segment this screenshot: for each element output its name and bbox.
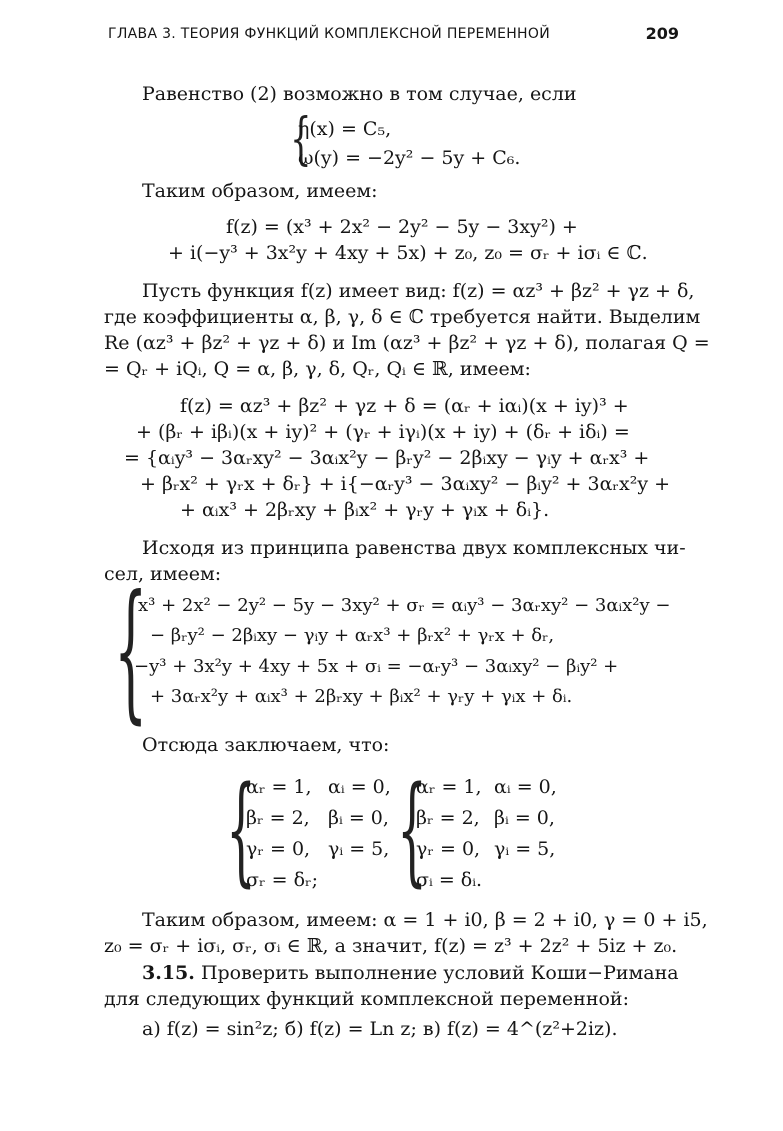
formula-line: f(z) = (x³ + 2x² − 2y² − 5y − 3xy²) + <box>226 216 578 238</box>
formula-line: f(z) = αz³ + βz² + γz + δ = (αᵣ + iαᵢ)(x + iy)³ + <box>180 395 629 417</box>
paragraph-line: а) f(z) = sin²z; б) f(z) = Ln z; в) f(z) = 4^(z²+2iz). <box>142 1018 618 1040</box>
left-brace: { <box>114 564 148 738</box>
equation-line: + 3αᵣx²y + αᵢx³ + 2βᵣxy + βᵢx² + γᵣy + γᵢx + δᵢ. <box>150 686 573 707</box>
equation-line: −y³ + 3x²y + 4xy + 5x + σᵢ = −αᵣy³ − 3αᵢxy² − βᵢy² + <box>134 656 619 677</box>
paragraph-line: сел, имеем: <box>104 563 222 585</box>
problem-number: 3.15. <box>142 962 195 984</box>
formula-line: + (βᵣ + iβᵢ)(x + iy)² + (γᵣ + iγᵢ)(x + iy) + (δᵣ + iδᵢ) = <box>136 421 630 443</box>
left-brace: { <box>397 760 428 898</box>
equation-line: x³ + 2x² − 2y² − 5y − 3xy² + σᵣ = αᵢy³ − 3αᵣxy² − 3αᵢx²y − <box>138 595 671 616</box>
equation-cell: σᵢ = δᵢ. <box>416 869 483 891</box>
equation-cell: γᵢ = 5, <box>494 838 556 860</box>
paragraph-line: Таким образом, имеем: α = 1 + i0, β = 2 + i0, γ = 0 + i5, <box>142 909 708 931</box>
equation-line: η(x) = C₅, <box>298 118 392 140</box>
paragraph-line: Пусть функция f(z) имеет вид: f(z) = αz³ + βz² + γz + δ, <box>142 280 695 302</box>
equation-line: ω(y) = −2y² − 5y + C₆. <box>298 147 521 169</box>
equation-cell: σᵣ = δᵣ; <box>246 869 319 891</box>
paragraph-line: Отсюда заключаем, что: <box>142 734 390 756</box>
left-brace: { <box>226 760 257 898</box>
equation-cell: γᵢ = 5, <box>328 838 390 860</box>
equation-cell: βᵢ = 0, <box>494 807 555 829</box>
paragraph-line: где коэффициенты α, β, γ, δ ∈ ℂ требуется найти. Выделим <box>104 306 701 328</box>
formula-line: = {αᵢy³ − 3αᵣxy² − 3αᵢx²y − βᵣy² − 2βᵢxy − γᵢy + αᵣx³ + <box>124 447 650 469</box>
running-title: ГЛАВА 3. ТЕОРИЯ ФУНКЦИЙ КОМПЛЕКСНОЙ ПЕРЕМЕННОЙ <box>108 26 550 42</box>
formula-line: + αᵢx³ + 2βᵣxy + βᵢx² + γᵣy + γᵢx + δᵢ}. <box>180 499 550 521</box>
equation-line: − βᵣy² − 2βᵢxy − γᵢy + αᵣx³ + βᵣx² + γᵣx + δᵣ, <box>150 625 555 646</box>
paragraph-line: Re (αz³ + βz² + γz + δ) и Im (αz³ + βz² + γz + δ), полагая Q = <box>104 332 710 354</box>
equation-cell: γᵣ = 0, <box>416 838 481 860</box>
left-brace: { <box>290 107 312 172</box>
equation-cell: βᵣ = 2, <box>246 807 310 829</box>
equation-cell: βᵢ = 0, <box>328 807 389 829</box>
paragraph-line: Исходя из принципа равенства двух комплексных чи- <box>142 537 686 559</box>
equation-cell: αᵣ = 1, <box>416 776 482 798</box>
equation-cell: αᵣ = 1, <box>246 776 312 798</box>
formula-line: + i(−y³ + 3x²y + 4xy + 5x) + z₀, z₀ = σᵣ + iσᵢ ∈ ℂ. <box>168 242 648 264</box>
equation-cell: βᵣ = 2, <box>416 807 480 829</box>
paragraph-line: Таким образом, имеем: <box>142 180 378 202</box>
paragraph-line: Равенство (2) возможно в том случае, если <box>142 83 577 105</box>
page-number: 209 <box>645 24 679 43</box>
problem-statement <box>142 962 679 984</box>
formula-line: + βᵣx² + γᵣx + δᵣ} + i{−αᵣy³ − 3αᵢxy² − βᵢy² + 3αᵣx²y + <box>140 473 671 495</box>
paragraph-line: для следующих функций комплексной переменной: <box>104 988 629 1010</box>
equation-cell: αᵢ = 0, <box>328 776 391 798</box>
problem-text: Проверить выполнение условий Коши−Римана <box>200 962 679 984</box>
equation-cell: γᵣ = 0, <box>246 838 311 860</box>
equation-cell: αᵢ = 0, <box>494 776 557 798</box>
paragraph-line: z₀ = σᵣ + iσᵢ, σᵣ, σᵢ ∈ ℝ, а значит, f(z) = z³ + 2z² + 5iz + z₀. <box>104 935 678 957</box>
paragraph-line: = Qᵣ + iQᵢ, Q = α, β, γ, δ, Qᵣ, Qᵢ ∈ ℝ, имеем: <box>104 358 531 380</box>
